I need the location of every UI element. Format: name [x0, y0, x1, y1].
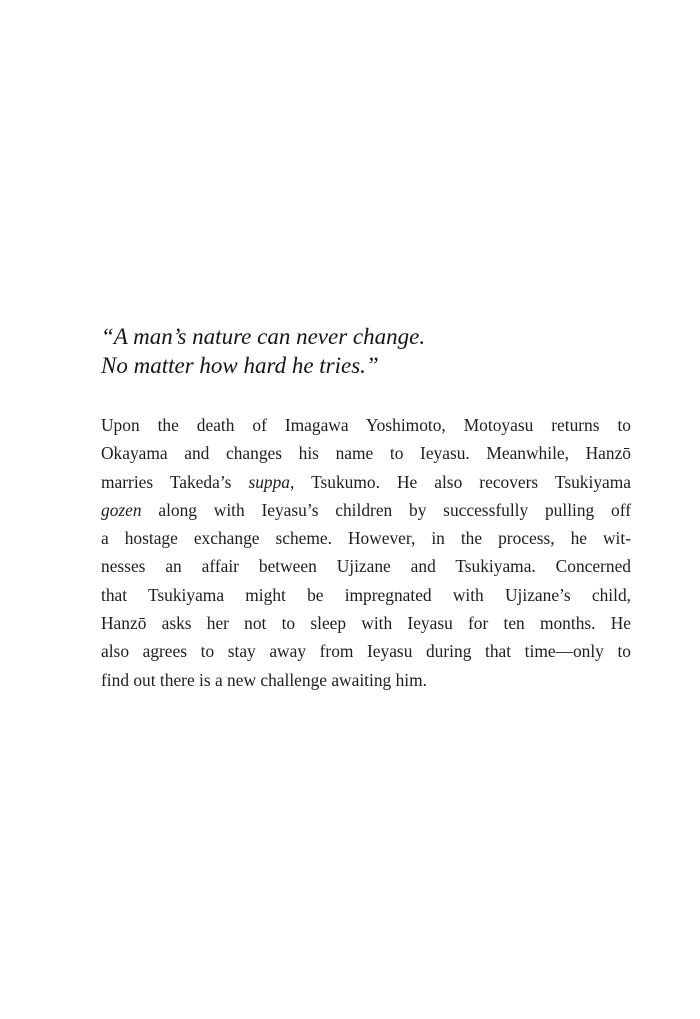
synopsis-line-7: that Tsukiyama might be impregnated with Ujizane’s child, [101, 584, 631, 605]
synopsis-line-8: Hanzō asks her not to sleep with Ieyasu for ten months. He [101, 613, 631, 634]
synopsis-line-9: also agrees to stay away from Ieyasu during that time—only to [101, 641, 631, 662]
synopsis-line-1: Upon the death of Imagawa Yoshimoto, Motoyasu returns to [101, 415, 631, 435]
synopsis-italic-term: suppa [248, 471, 291, 492]
epigraph-line-2: No matter how hard he tries.” [101, 353, 379, 378]
synopsis-line-6: nesses an affair between Ujizane and Tsukiyama. Concerned [101, 556, 631, 577]
synopsis-text: , Tsukumo. He also recovers Tsukiyama [290, 471, 631, 492]
synopsis-text: along with Ieyasu’s children by successfully pulling off [141, 499, 631, 520]
epigraph-line-1: “A man’s nature can never change. [101, 324, 426, 349]
synopsis-line-4 [101, 496, 631, 524]
synopsis-line-3 [101, 468, 631, 496]
epigraph-quote [101, 322, 621, 380]
synopsis-line-5: a hostage exchange scheme. However, in the process, he wit- [101, 528, 631, 549]
synopsis-italic-term: gozen [101, 499, 142, 520]
synopsis-paragraph [101, 411, 631, 694]
synopsis-text: marries Takeda’s [101, 471, 249, 492]
synopsis-line-2: Okayama and changes his name to Ieyasu. Meanwhile, Hanzō [101, 443, 631, 464]
synopsis-line-10: find out there is a new challenge awaiting him. [101, 669, 427, 690]
